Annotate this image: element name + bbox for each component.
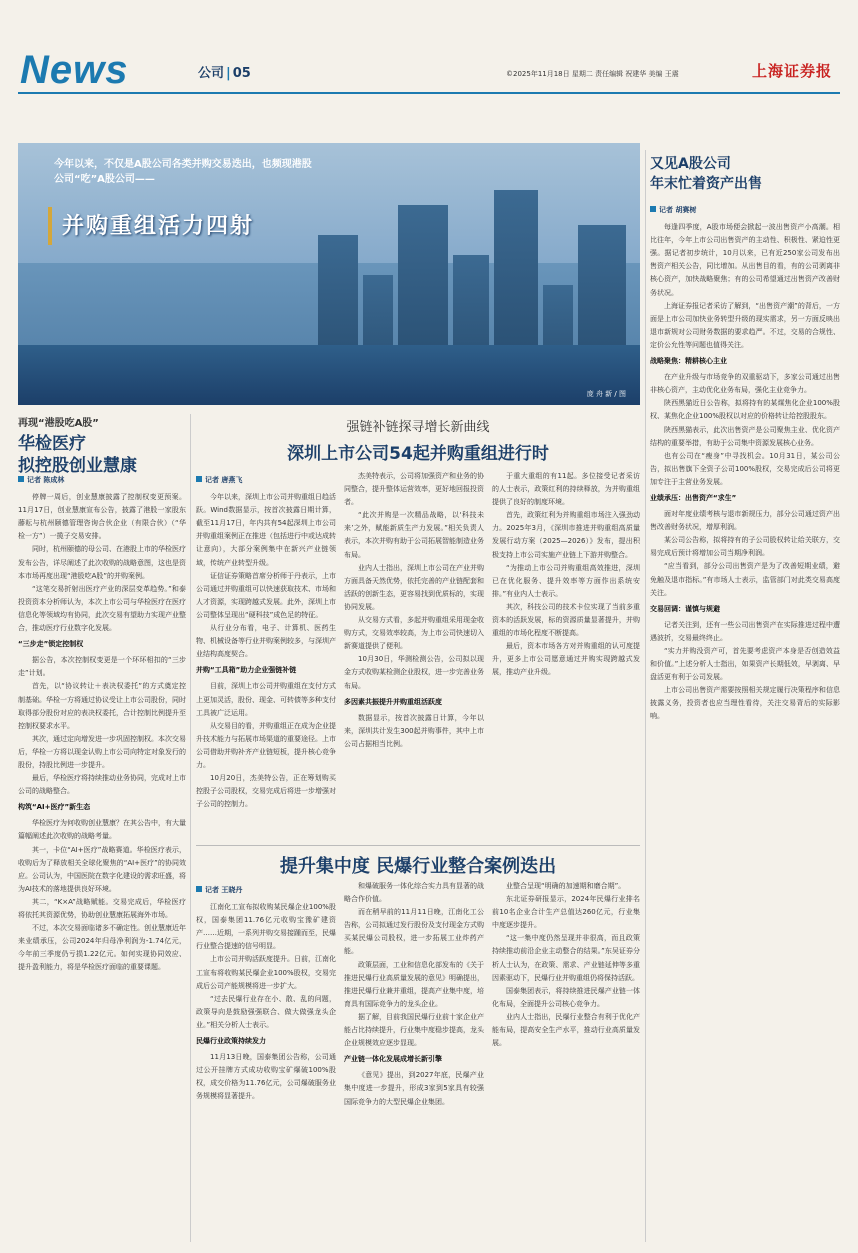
- paragraph: 而在稍早前的11月11日晚，江南化工公告称，公司拟通过发行股份及支付现金方式购买某民爆公司股权，进一步拓展工业炸药产能。: [344, 908, 484, 956]
- paragraph: 据公告，本次控制权变更是一个环环相扣的“三步走”计划。: [18, 656, 186, 678]
- middle-article-header: [196, 416, 640, 464]
- middle-article-col3: [492, 470, 640, 840]
- middle-article-kicker: 强链补链探寻增长新曲线: [346, 420, 490, 435]
- bottom-article-col1: [196, 880, 336, 1242]
- paragraph: “这笔交易折射出医疗产业的深层变革趋势。”和泰投资资本分析师认为，本次上市公司与华检医疗在医疗信息化等领域均有协同，此次交易有望助力实现产业整合，推动医疗行业数字化发展。: [18, 584, 186, 633]
- bottom-article-col3: [492, 880, 640, 1242]
- paragraph: 其次，科技公司的技术卡位实现了当前多重资本的活跃发展，标的资源质量显著提升，并购重组的市场化程度不断提高。: [492, 602, 640, 638]
- paragraph: 10月30日，华测检测公告，公司拟以现金方式收购某检测企业股权，进一步完善业务布局。: [344, 655, 484, 690]
- subheading: 交易回调：谨慎与规避: [650, 604, 720, 613]
- masthead-rule: [18, 92, 840, 94]
- paragraph: 在产业升级与市场竞争的双重驱动下，多家公司通过出售非核心资产，主动优化业务布局，强化主业竞争力。: [650, 373, 840, 395]
- bottom-article-title: 提升集中度 民爆行业整合案例迭出: [279, 856, 557, 877]
- paper-name: 上海证券报: [752, 62, 833, 80]
- paragraph: 今年以来，深圳上市公司并购重组日趋活跃。Wind数据显示，按首次披露日期计算，截至11月17日，年内共有54起深圳上市公司并购重组案例正在推进（包括进行中或达成转让意向），大部分案例集中在新兴产业链领域，传统产业转型升级。: [196, 493, 336, 567]
- paragraph: 某公司公告称，拟将持有的子公司股权转让给关联方，交易完成后预计将增加公司当期净利润。: [650, 536, 840, 558]
- paragraph: 记者关注到，还有一些公司出售资产在实际推进过程中遭遇波折，交易最终终止。: [650, 620, 840, 642]
- bottom-article-byline: 记者 王晓丹: [196, 884, 336, 897]
- subheading: 构筑“AI+医疗”新生态: [18, 803, 91, 812]
- paragraph: 首先，以“协议转让＋表决权委托”的方式奠定控制基础。华检一方将通过协议受让上市公司股份，同时取得部分股份对应的表决权委托，合计控制比例提升至控制权要求水平。: [18, 682, 186, 730]
- paragraph: 江南化工宣布拟收购某民爆企业100%股权，国泰集团11.76亿元收购宝豫矿建资产……近期，一系列并购交易接踵而至，民爆行业整合提速的信号明显。: [196, 903, 336, 951]
- right-article-header: [650, 154, 840, 194]
- paragraph: 从行业分布看，电子、计算机、医药生物、机械设备等行业并购案例较多，与深圳产业结构高度契合。: [196, 624, 336, 659]
- section-name: 公司: [198, 66, 225, 81]
- subheading: 多因素共振提升并购重组活跃度: [344, 697, 442, 706]
- paragraph: “实力并购没资产可，首先要考虑资产本身是否创造效益和价值。”上述分析人士指出，如果资产长期低效，早剥离、早盘活更有利于公司发展。: [650, 647, 840, 682]
- paragraph: 和爆破服务一体化综合实力具有显著的战略合作价值。: [344, 882, 484, 904]
- subheading: 战略聚焦：精耕核心主业: [650, 357, 727, 366]
- middle-article-col2: [344, 470, 484, 840]
- paragraph: 数据显示，按首次披露日计算，今年以来，深圳共计发生300起并购事件，其中上市公司占据相当比例。: [344, 713, 484, 748]
- paragraph: 陕西黑猫表示，此次出售资产是公司聚焦主业、优化资产结构的重要举措，有助于公司集中资源发展核心业务。: [650, 425, 840, 447]
- subheading: 业绩承压：出售资产“求生”: [650, 493, 737, 502]
- paragraph: 国泰集团表示，将持续推进民爆产业链一体化布局，全面提升公司核心竞争力。: [492, 986, 640, 1008]
- right-article-byline: 记者 胡赛树: [650, 204, 840, 217]
- left-article-byline: 记者 陈成林: [18, 474, 186, 487]
- hero-ground: [18, 345, 640, 405]
- middle-article-title: 深圳上市公司54起并购重组进行时: [287, 444, 549, 464]
- left-article-kicker: 再现“港股吃A股”: [18, 418, 99, 429]
- hero-headline: 并购重组活力四射: [62, 214, 255, 239]
- paragraph: 上市公司出售资产需要按照相关规定履行决策程序和信息披露义务，投资者也应当理性看待，关注交易背后的实际影响。: [650, 686, 840, 721]
- paragraph: 每逢四季度，A股市场便会掀起一波出售资产小高潮。相比往年，今年上市公司出售资产的主动性、积极性、紧迫性更强。据记者初步统计，10月以来，已有近250家公司发布出售资产相关公告，同比增加。从出售目的看，有的公司剥离非核心资产，加快战略聚焦；有的公司希望通过出售资产改善财务状况。: [650, 223, 840, 297]
- paragraph: 也有公司在“瘦身”中寻找机会。10月31日，某公司公告，拟出售旗下全资子公司100%股权，交易完成后公司将更加专注于主营业务发展。: [650, 451, 840, 486]
- paragraph: 杰美特表示，公司将加强资产和业务的协同整合，提升整体运营效率，更好地回报投资者。: [344, 472, 484, 507]
- hero-banner: [18, 143, 640, 405]
- news-logo: News: [20, 48, 129, 92]
- right-article-body: [650, 200, 840, 1242]
- paragraph: 从交易目的看，并购重组正在成为企业提升技术能力与拓展市场渠道的重要途径。上市公司借助并购补齐产业链短板，提升核心竞争力。: [196, 721, 336, 769]
- paragraph: 其一，卡位“AI+医疗”战略赛道。华检医疗表示，收购后为了释放相关全球化聚焦的“AI+医疗”的协同效应。公司认为，中国医院在数字化建设的需求旺盛，将为AI技术的落地提供良好环境。: [18, 845, 186, 893]
- middle-article-col1: [196, 470, 336, 840]
- paragraph: “应当看到，部分公司出售资产是为了改善短期业绩，避免触及退市指标。”有市场人士表示，监管部门对此类交易高度关注。: [650, 562, 840, 597]
- right-title-line: 年末忙着资产出售: [650, 176, 762, 192]
- left-title-line: 拟控股创业慧康: [18, 456, 137, 476]
- paragraph: 11月13日晚，国泰集团公告称，公司通过公开挂牌方式成功收购宝矿爆破100%股权，成交价格为11.76亿元，公司爆破服务业务规模将显著提升。: [196, 1053, 336, 1101]
- column-divider: [645, 150, 646, 1242]
- page-number: 05: [232, 66, 251, 81]
- subheading: “三步走”锁定控制权: [18, 640, 84, 649]
- section-rule: [196, 845, 640, 846]
- paragraph: 不过，本次交易面临诸多不确定性。创业慧康近年来业绩承压，公司2024年归母净利润为-1.74亿元，今年前三季度仍亏损1.22亿元。如何实现协同效应、提升盈利能力，将是华检医疗面临的重要课题。: [18, 924, 186, 972]
- left-article-header: [18, 414, 186, 477]
- paragraph: “过去民爆行业存在小、散、乱的问题，政策导向是鼓励强强联合、做大做强龙头企业。”相关分析人士表示。: [196, 994, 336, 1029]
- paragraph: “此次并购是一次精品战略，以‘科技未来’之外，赋能新质生产力发展。”相关负责人表示，本次并购有助于公司拓展智能制造业务布局。: [344, 511, 484, 559]
- paragraph: 业内人士指出，深圳上市公司在产业并购方面具备天然优势，依托完善的产业链配套和活跃的创新生态，更容易找到优质标的，实现协同发展。: [344, 563, 484, 611]
- paragraph: 上海证券报记者采访了解到，“出售资产潮”的背后，一方面是上市公司加快业务转型升级的现实需求，另一方面反映出退市新规对公司财务数据的要求趋严。不过，交易的合规性、定价公允性等问题也值得关注。: [650, 301, 840, 349]
- paragraph: 其二，“K×A”战略赋能。交易完成后，华检医疗将依托其资源优势，协助创业慧康拓展海外市场。: [18, 897, 186, 919]
- right-title-line: 又见A股公司: [650, 156, 731, 172]
- middle-article-byline: 记者 唐燕飞: [196, 474, 336, 487]
- paragraph: 10月20日，杰美特公告，正在筹划购买控股子公司股权，交易完成后将进一步增强对子公司的控制力。: [196, 774, 336, 809]
- left-title-line: 华检医疗: [18, 434, 86, 454]
- issue-info: ©2025年11月18日 星期二 责任编辑 祝建华 美编 王震: [506, 70, 679, 78]
- paragraph: 华检医疗为何收购创业慧康？在其公告中，有大量篇幅阐述此次收购的战略考量。: [18, 819, 186, 841]
- paragraph: 最后，华检医疗将持续推动业务协同，完成对上市公司的战略整合。: [18, 774, 186, 796]
- paragraph: 证信证券策略首席分析师于丹表示，上市公司通过并购重组可以快速获取技术、市场和人才资源，实现跨越式发展。此外，深圳上市公司整体呈现出“硬科技”成色足的特征。: [196, 571, 336, 619]
- paragraph: “为推动上市公司并购重组高效推进，深圳已在优化服务、提升效率等方面作出系统安排。”有业内人士表示。: [492, 563, 640, 598]
- subheading: 并购“工具箱”助力企业强链补链: [196, 666, 297, 675]
- paragraph: 《意见》提出，到2027年底，民爆产业集中度进一步提升，形成3家到5家具有较强国际竞争力的大型民爆企业集团。: [344, 1071, 484, 1106]
- paragraph: 最后，资本市场各方对并购重组的认可度提升，更多上市公司愿意通过并购实现跨越式发展，推动产业升级。: [492, 642, 640, 677]
- bottom-article-col2: [344, 880, 484, 1242]
- paragraph: 从交易方式看，多起并购重组采用现金收购方式，交易效率较高，为上市公司快速切入新赛道提供了便利。: [344, 616, 484, 651]
- paragraph: 上市公司并购活跃度提升。日前，江南化工宣布将收购某民爆企业100%股权，交易完成后公司产能规模将进一步扩大。: [196, 955, 336, 990]
- paragraph: 首先，政策红利为并购重组市场注入强劲动力。2025年3月，《深圳市推进并购重组高质量发展行动方案（2025—2026）》发布，提出积极支持上市公司实施产业链上下游并购整合。: [492, 511, 640, 559]
- paragraph: 据了解，目前我国民爆行业前十家企业产能占比持续提升，行业集中度稳步提高，龙头企业规模效应逐步显现。: [344, 1012, 484, 1048]
- hero-lede: 今年以来，不仅是A股公司各类并购交易迭出，也频现港股公司“吃”A股公司——: [54, 159, 312, 185]
- column-divider: [190, 414, 191, 1242]
- paragraph: 其次，通过定向增发进一步巩固控制权。本次交易后，华检一方将以现金认购上市公司向特定对象发行的股份，持股比例进一步提升。: [18, 734, 186, 769]
- paragraph: 于重大重组的有11起。多位接受记者采访的人士表示，政策红利的持续释放，为并购重组提供了良好的制度环境。: [492, 472, 640, 507]
- paragraph: 政策层面，工业和信息化部发布的《关于推进民爆行业高质量发展的意见》明确提出，推进民爆行业兼并重组，提高产业集中度，培育具有国际竞争力的龙头企业。: [344, 960, 484, 1008]
- left-article-body: [18, 470, 186, 1242]
- paragraph: 东北证券研报显示，2024年民爆行业排名前10名企业合计生产总值达260亿元，行业集中度逐步提升。: [492, 895, 640, 930]
- subheading: 民爆行业政策持续发力: [196, 1037, 266, 1046]
- paragraph: 同时，杭州颐德的母公司、在港股上市的华检医疗发布公告，详尽阐述了此次收购的战略意图，这也是资本市场再度出现“港股吃A股”的并购案例。: [18, 545, 186, 580]
- paragraph: 业整合呈现“明确的加速期和磨合期”。: [506, 882, 626, 890]
- right-article-title: [650, 154, 840, 194]
- paragraph: 停牌一周后，创业慧康披露了控制权变更预案。11月17日，创业慧康宣布公告，披露了港股一家股东藤耘与杭州颐德管理咨询合伙企业（有限合伙）（“华检一方”）一揽子交易安排。: [18, 493, 186, 541]
- paragraph: 目前，深圳上市公司并购重组在支付方式上更加灵活，股份、现金、可转债等多种支付工具被广泛运用。: [196, 682, 336, 717]
- section-label: 公司 | 05: [198, 66, 251, 81]
- subheading: 产业链一体化发展成增长新引擎: [344, 1055, 442, 1064]
- paragraph: 面对年度业绩考核与退市新规压力，部分公司通过资产出售改善财务状况，增厚利润。: [650, 510, 840, 532]
- hero-credit: 庞 舟 新 / 图: [586, 390, 626, 398]
- paragraph: 陕西黑猫近日公告称，拟将持有的某煤焦化企业100%股权、某焦化企业100%股权以对应的价格转让给控股股东。: [650, 399, 840, 421]
- masthead: [0, 0, 858, 92]
- paragraph: 业内人士指出，民爆行业整合有利于优化产能布局，提高安全生产水平，推动行业高质量发展。: [492, 1012, 640, 1048]
- paragraph: “这一集中度仍然呈现并非很高，而且政策持续推动前沿企业主动整合的结果。”东吴证券分析人士认为，在政策、需求、产业链延伸等多重因素驱动下，民爆行业并购重组仍将保持活跃。: [492, 934, 640, 982]
